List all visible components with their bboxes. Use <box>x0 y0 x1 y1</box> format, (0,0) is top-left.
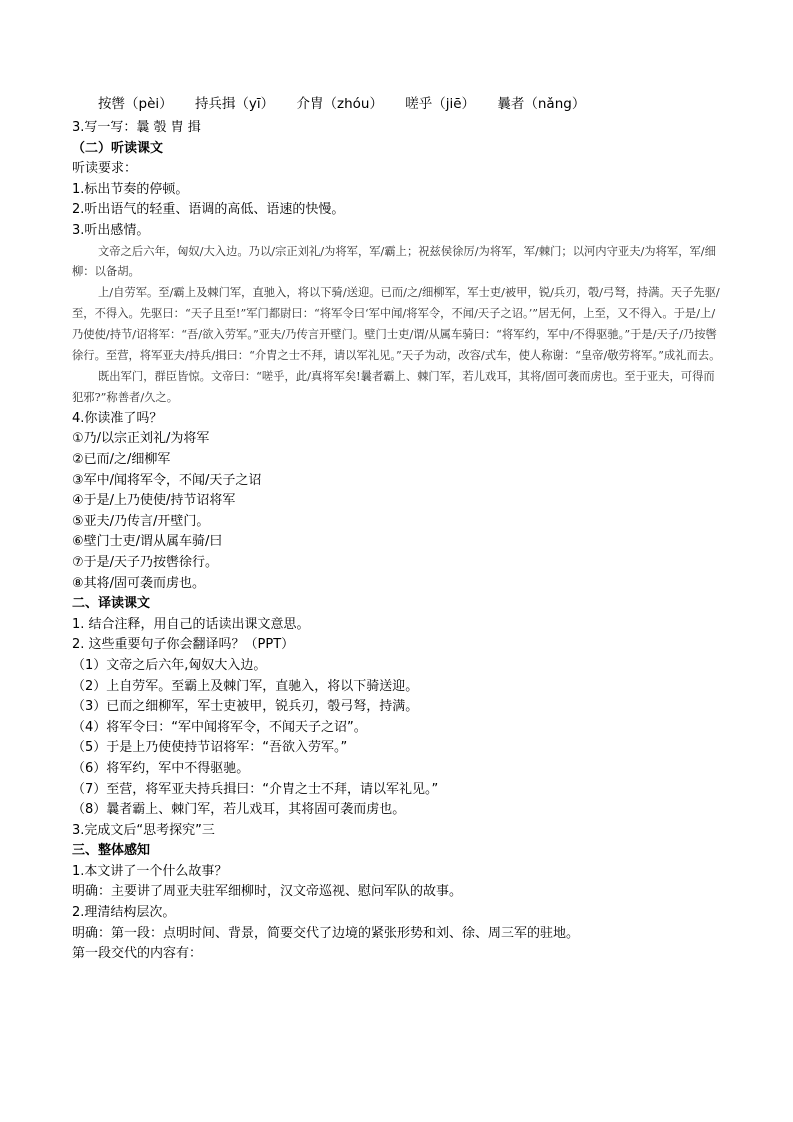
check-item: ③军中/闻将军令，不闻/天子之诏 <box>72 472 262 488</box>
translate-item: 1. 结合注释，用自己的话读出课文意思。 <box>72 616 310 632</box>
section-heading-translate: 二、译读课文 <box>72 596 151 612</box>
sentence-item: （1）文帝之后六年,匈奴大入边。 <box>72 657 267 673</box>
write-line: 3.写一写：曩 彀 胄 揖 <box>72 120 201 135</box>
pinyin-item: 按辔（pèi） <box>98 96 173 112</box>
classical-paragraph-2: 上/自劳军。至/霸上及棘门军，直驰入，将以下骑/送迎。已而/之/细柳军，军士吏/被甲，锐/兵刃，彀/弓弩，持满。天子先驱/至，不得入。先驱曰：“天子且至!”军门都尉曰：“将军令曰‘军中闻/将军令，不闻/天子之诏。’”居无何，上至，又不得入。于是/上/乃使使/持节/诏将军：“吾/欲入劳军。”亚夫/乃传言开壁门。壁门士吏/谓/从属车骑曰：“将军约，军中/不得驱驰。”于是/天子/乃按辔徐行。至营，将军亚夫/持兵/揖曰：“介胄之士不拜，请以军礼见。”天子为动，改容/式车，使人称谢：“皇帝/敬劳将军。”成礼而去。 <box>72 286 721 363</box>
translate-item: 2. 这些重要句子你会翻译吗？（PPT） <box>72 637 295 653</box>
check-item: ②已而/之/细柳军 <box>72 452 171 467</box>
sentence-item: （8）曩者霸上、棘门军，若儿戏耳，其将固可袭而虏也。 <box>72 802 406 818</box>
sentence-item: （4）将军令曰：“军中闻将军令，不闻天子之诏”。 <box>72 719 367 735</box>
check-item: ⑤亚夫/乃传言/开壁门。 <box>72 513 210 529</box>
pinyin-item: 曩者（nǎng） <box>497 96 586 112</box>
classical-paragraph-1: 文帝之后六年，匈奴/大入边。乃以/宗正刘礼/为将军，军/霸上；祝兹侯徐厉/为将军，军/棘门；以河内守亚夫/为将军，军/细柳：以备胡。 <box>72 244 716 279</box>
listen-item: 1.标出节奏的停顿。 <box>72 181 189 197</box>
check-item: ⑦于是/天子乃按辔徐行。 <box>72 554 219 570</box>
answer-1: 明确：主要讲了周亚夫驻军细柳时，汉文帝巡视、慰问军队的故事。 <box>72 884 463 900</box>
section-heading-overall: 三、整体感知 <box>72 843 151 859</box>
check-item: ①乃/以宗正刘礼/为将军 <box>72 431 210 447</box>
check-title: 4.你读准了吗？ <box>72 410 163 426</box>
answer-2: 明确：第一段：点明时间、背景，简要交代了边境的紧张形势和刘、徐、周三军的驻地。 <box>72 925 580 941</box>
sentence-item: （5）于是上乃使使持节诏将军：“吾欲入劳军。” <box>72 740 348 756</box>
sentence-item: （2）上自劳军。至霸上及棘门军，直驰入，将以下骑送迎。 <box>72 678 419 694</box>
sentence-item: （6）将军约，军中不得驱驰。 <box>72 760 250 776</box>
listen-requirements: 听读要求： <box>72 161 138 177</box>
check-item: ④于是/上乃使使/持节诏将军 <box>72 493 236 509</box>
question-1: 1.本文讲了一个什么故事？ <box>72 863 228 879</box>
listen-item: 2.听出语气的轻重、语调的高低、语速的快慢。 <box>72 202 345 218</box>
check-item: ⑥壁门士吏/谓从属车骑/曰 <box>72 534 223 550</box>
pinyin-line <box>72 94 722 115</box>
last-line: 第一段交代的内容有： <box>72 946 203 962</box>
sentence-item: （7）至营，将军亚夫持兵揖曰：“介胄之士不拜，请以军礼见。” <box>72 781 439 797</box>
pinyin-item: 介胄（zhóu） <box>296 96 383 112</box>
classical-paragraph-3: 既出军门，群臣皆惊。文帝曰：“嗟乎，此/真将军矣!曩者霸上、棘门军，若儿戏耳，其将/固可袭而虏也。至于亚夫，可得而犯邪?”称善者/久之。 <box>72 370 715 404</box>
section-heading-listen: （二）听读课文 <box>72 140 164 156</box>
document-page <box>72 94 722 965</box>
pinyin-item: 嗟乎（jiē） <box>405 96 476 112</box>
question-2: 2.理清结构层次。 <box>72 905 176 921</box>
sentence-item: （3）已而之细柳军，军士吏被甲，锐兵刃，彀弓弩，持满。 <box>72 699 419 715</box>
pinyin-item: 持兵揖（yī） <box>194 96 275 112</box>
check-item: ⑧其将/固可袭而虏也。 <box>72 575 206 591</box>
listen-item: 3.听出感情。 <box>72 222 150 238</box>
task-line: 3.完成文后“思考探究”三 <box>72 822 215 838</box>
